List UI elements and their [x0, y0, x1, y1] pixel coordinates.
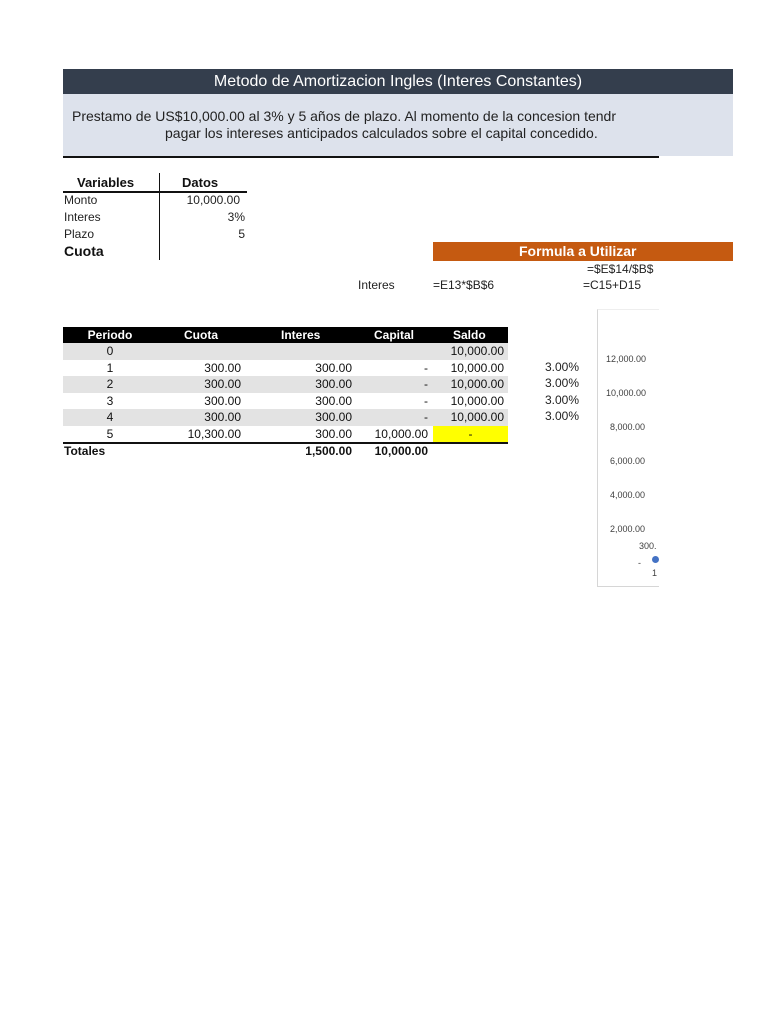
description-box [63, 94, 733, 156]
y-tick-label: 4,000.00 [610, 490, 646, 500]
cell-periodo: 0 [106, 344, 114, 358]
variable-label-plazo: Plazo [64, 227, 95, 241]
variable-label-interes: Interes [64, 210, 101, 224]
rate-value: 3.00% [545, 360, 580, 374]
cell-capital: 10,000.00 [374, 426, 428, 441]
cell-interes: 300.00 [315, 426, 352, 441]
cell-capital: - [424, 360, 428, 375]
variable-value-plazo: 5 [238, 227, 245, 241]
totals-label: Totales [64, 444, 106, 458]
x-tick-label: 1 [652, 568, 658, 578]
formula-saldo: =C15+D15 [583, 278, 642, 292]
cell-cuota: 300.00 [204, 393, 241, 408]
totals-capital: 10,000.00 [374, 444, 428, 458]
cell-cuota: 300.00 [204, 377, 241, 391]
totals-interes: 1,500.00 [305, 444, 352, 458]
table-header [63, 327, 508, 343]
rate-value: 3.00% [545, 393, 580, 407]
description-divider [63, 156, 659, 158]
cell-capital: - [424, 377, 428, 391]
cell-interes: 300.00 [315, 393, 352, 408]
formula-header [433, 242, 733, 261]
table-row [63, 426, 508, 443]
y-tick-label: 6,000.00 [610, 456, 646, 466]
cell-capital: - [424, 393, 428, 408]
cell-saldo: 10,000.00 [450, 393, 504, 408]
table-row [63, 409, 508, 426]
header-capital: Capital [374, 328, 415, 342]
cell-saldo: 10,000.00 [450, 360, 504, 375]
formula-header-text: Formula a Utilizar [519, 243, 637, 259]
y-tick-label: 12,000.00 [606, 354, 647, 364]
y-tick-label: 8,000.00 [610, 422, 646, 432]
cell-periodo: 4 [106, 410, 114, 424]
formula-interes: =E13*$B$6 [433, 278, 495, 292]
cell-cuota: 300.00 [204, 360, 241, 375]
rate-value: 3.00% [545, 376, 580, 390]
cell-periodo: 1 [106, 360, 114, 375]
description-line-1: Prestamo de US$10,000.00 al 3% y 5 años de plazo. Al momento de la concesion tendr [72, 108, 617, 124]
cell-saldo: 10,000.00 [450, 377, 504, 391]
y-tick-label: 2,000.00 [610, 524, 646, 534]
variable-value-monto: 10,000.00 [186, 193, 240, 207]
datos-header: Datos [182, 175, 219, 190]
cell-periodo: 3 [106, 393, 114, 408]
cuota-label: Cuota [64, 243, 104, 259]
variables-header: Variables [77, 175, 135, 190]
y-tick-label: - [638, 558, 641, 568]
data-label: 300. [639, 541, 657, 551]
cell-cuota: 300.00 [204, 410, 241, 424]
header-interes: Interes [281, 328, 321, 342]
cell-capital: - [424, 410, 428, 424]
cell-interes: 300.00 [315, 410, 352, 424]
table-row [63, 360, 508, 377]
header-cuota: Cuota [184, 328, 218, 342]
cell-interes: 300.00 [315, 377, 352, 391]
cell-cuota: 10,300.00 [187, 426, 241, 441]
totals-row [63, 443, 508, 460]
sheet-title: Metodo de Amortizacion Ingles (Interes Constantes) [63, 69, 733, 94]
cell-saldo: 10,000.00 [450, 410, 504, 424]
header-periodo: Periodo [87, 328, 133, 342]
variable-value-interes: 3% [227, 210, 245, 224]
header-saldo: Saldo [453, 328, 486, 342]
amortization-chart[interactable] [597, 309, 659, 587]
description-line-2: pagar los intereses anticipados calculados sobre el capital concedido. [165, 125, 598, 141]
rate-value: 3.00% [545, 409, 580, 423]
variable-label-monto: Monto [64, 193, 98, 207]
cell-periodo: 5 [106, 426, 114, 441]
cell-interes: 300.00 [315, 360, 352, 375]
table-row [63, 393, 508, 410]
data-point [652, 556, 659, 563]
formula-cuota: =$E$14/$B$ [587, 262, 654, 276]
cell-saldo: 10,000.00 [450, 344, 504, 358]
cell-periodo: 2 [106, 377, 114, 391]
formula-interes-label: Interes [358, 278, 395, 292]
cell-saldo: - [468, 426, 473, 441]
y-tick-label: 10,000.00 [606, 388, 647, 398]
table-row [63, 343, 508, 360]
table-row [63, 376, 508, 393]
